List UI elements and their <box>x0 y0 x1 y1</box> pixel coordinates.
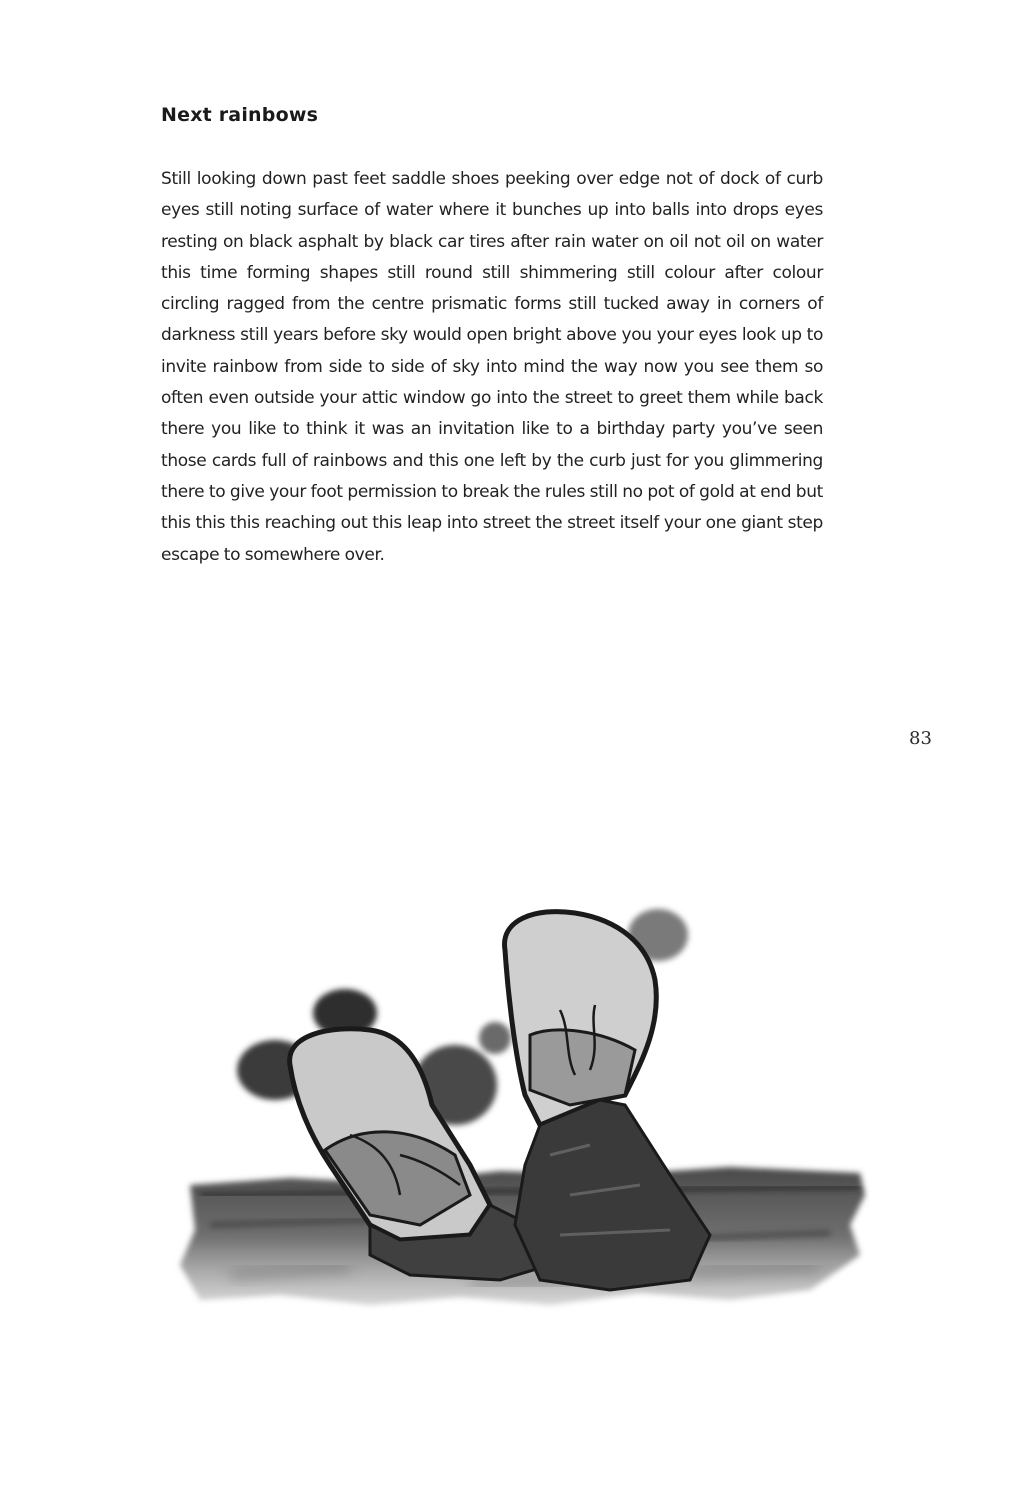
page-number: 83 <box>909 728 932 749</box>
poem-title: Next rainbows <box>161 104 319 126</box>
saddle-shoes-illustration <box>170 895 870 1325</box>
poem-body: Still looking down past feet saddle shoes peeking over edge not of dock of curb eyes still noting surface of water where it bunches up into balls into drops eyes resting on black asphalt by black car tires after rain water on oil not oil on water this time forming shapes still round still shimmering still colour after colour circling ragged from the centre prismatic forms still tucked away in corners of darkness still years before sky would open bright above you your eyes look up to invite rainbow from side to side of sky into mind the way now you see them so often even outside your attic window go into the street to greet them while back there you like to think it was an invitation like to a birthday party you’ve seen those cards full of rainbows and this one left by the curb just for you glimmering there to give your foot permission to break the rules still no pot of gold at end but this this this reaching out this leap into street the street itself your one giant step escape to somewhere over. <box>161 169 823 565</box>
right-saddle-shoe <box>505 912 710 1290</box>
